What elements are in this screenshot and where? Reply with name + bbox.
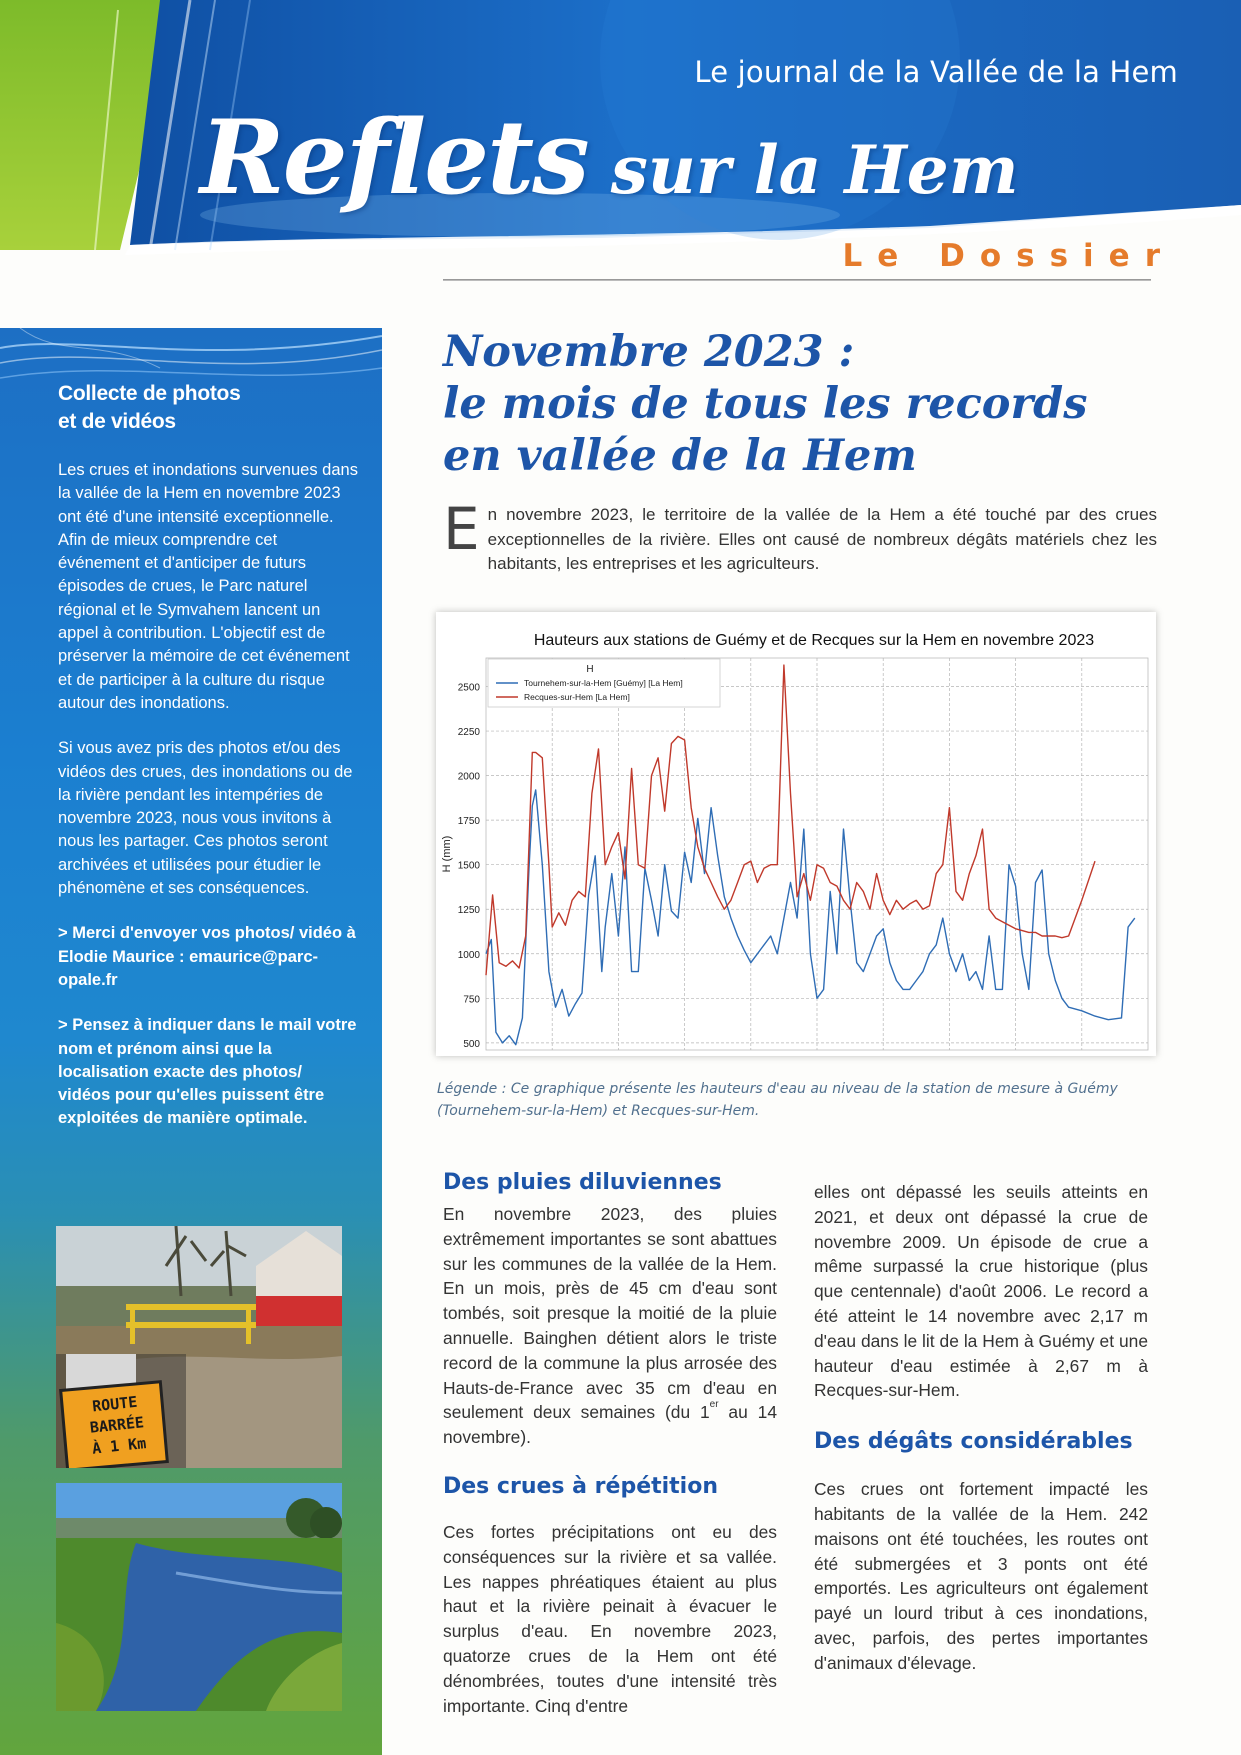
sidebar-title-line2: et de vidéos bbox=[58, 410, 176, 433]
river-landscape-image bbox=[56, 1483, 342, 1711]
section2-paragraph-continued: elles ont dépassé les seuils atteints en 2021, et deux ont dépassé la crue de novembre 2009. Un épisode de crue a même surpassé la crue historique (plus que centennale) d'août 2006. Le record a été atteint le 14 novembre avec 2,17 m d'eau dans le lit de la Hem à Guémy et une hauteur d'eau estimée à 2,67 m à Recques-sur-Hem. bbox=[814, 1182, 1148, 1401]
water-level-chart bbox=[436, 612, 1156, 1056]
header-banner bbox=[0, 0, 1241, 300]
sidebar-title bbox=[58, 380, 358, 436]
chart-y-tick-label: 500 bbox=[463, 1038, 480, 1050]
section1-text-b: au 14 novembre). bbox=[443, 1402, 777, 1448]
sign-line-3: À 1 Km bbox=[91, 1434, 148, 1458]
intro-dropcap: E bbox=[443, 495, 480, 563]
chart-y-tick-label: 1250 bbox=[457, 905, 480, 917]
section2-paragraph: Ces fortes précipitations ont eu des conséquences sur la rivière et sa vallée. Les nappes phréatiques étaient au plus haut et la rivière peinait à évacuer le surplus d'eau. En novembre 2023, quatorze crues de la Hem ont été dénombrées, toutes d'une intensité très importante. Cinq d'entre bbox=[443, 1521, 777, 1716]
chart-legend bbox=[488, 659, 720, 707]
flood-photo bbox=[56, 1226, 342, 1468]
chart-y-tick-label: 1750 bbox=[457, 816, 480, 828]
masthead-sur-la-hem: sur la Hem bbox=[587, 131, 1019, 209]
section-tag: Le Dossier bbox=[842, 238, 1175, 274]
article-title bbox=[443, 326, 1163, 482]
sign-line-2: BARRÉE bbox=[89, 1413, 145, 1437]
section3-paragraph: Ces crues ont fortement impacté les habitants de la vallée de la Hem. 242 maisons ont été touchées, les routes ont été submergées et 3 ponts ont été emportés. Les agriculteurs ont également payé un lourd tribut à ces inondations, avec, parfois, des pertes importantes d'animaux d'élevage. bbox=[814, 1479, 1148, 1673]
section1-paragraph bbox=[443, 1202, 777, 1450]
sidebar-paragraph-1: Les crues et inondations survenues dans la vallée de la Hem en novembre 2023 ont été d'une intensité exceptionnelle. Afin de mieux comprendre cet événement et d'anticiper de futurs épisodes de crues, le Parc naturel régional et le Symvahem lancent un appel à contribution. L'objectif est de préserver la mémoire de cet événement et de participer à la culture du risque autour des inondations. bbox=[58, 461, 358, 712]
intro-text: n novembre 2023, le territoire de la vallée de la Hem a été touché par des crues exceptionnelles de la rivière. Elles ont causé de nombreux dégâts matériels chez les habitants, les entreprises et les agriculteurs. bbox=[487, 505, 1157, 573]
article-title-line3: en vallée de la Hem bbox=[443, 431, 917, 481]
article-title-line2: le mois de tous les records bbox=[443, 379, 1088, 429]
river-photo bbox=[56, 1483, 342, 1711]
sidebar-title-line1: Collecte de photos bbox=[58, 382, 241, 405]
article-intro bbox=[443, 495, 1157, 577]
masthead-title bbox=[200, 98, 1019, 218]
chart-title: Hauteurs aux stations de Guémy et de Recques sur la Hem en novembre 2023 bbox=[533, 632, 1095, 649]
chart-series bbox=[486, 665, 1135, 1045]
sidebar-callout-instructions: > Pensez à indiquer dans le mail votre nom et prénom ainsi que la localisation exacte des photos/ vidéos pour qu'elles puissent être exploitées de manière optimale. bbox=[58, 1016, 357, 1128]
legend-label-recques: Recques-sur-Hem [La Hem] bbox=[524, 692, 630, 702]
chart-caption: Légende : Ce graphique présente les hauteurs d'eau au niveau de la station de mesure à Guémy (Tournehem-sur-la-Hem) et Recques-sur-Hem. bbox=[437, 1081, 1118, 1119]
road-closed-sign bbox=[69, 1389, 165, 1461]
chart-grid bbox=[486, 658, 1148, 1050]
header-divider bbox=[443, 279, 1151, 281]
series-line-guemy bbox=[486, 790, 1135, 1045]
heading-crues-repetition: Des crues à répétition bbox=[443, 1473, 718, 1499]
chart-svg bbox=[436, 612, 1156, 1056]
chart-y-tick-label: 2500 bbox=[457, 682, 480, 694]
sidebar-callout-email: > Merci d'envoyer vos photos/ vidéo à Elodie Maurice : emaurice@parc-opale.fr bbox=[58, 924, 356, 989]
chart-y-tick-label: 750 bbox=[463, 994, 480, 1006]
legend-title: H bbox=[586, 664, 594, 675]
chart-y-ticks bbox=[458, 683, 481, 1050]
masthead-reflets: Reflets bbox=[200, 98, 588, 218]
heading-pluies-diluviennes: Des pluies diluviennes bbox=[443, 1170, 722, 1195]
article-title-line1: Novembre 2023 : bbox=[443, 327, 855, 377]
chart-y-axis-label: H (mm) bbox=[441, 835, 453, 873]
journal-subtitle: Le journal de la Vallée de la Hem bbox=[694, 55, 1178, 89]
chart-y-tick-label: 2000 bbox=[457, 771, 480, 783]
sidebar-panel bbox=[0, 328, 382, 1755]
chart-y-tick-label: 1500 bbox=[457, 860, 480, 872]
article-column-right bbox=[814, 1180, 1148, 1676]
section1-text-a: En novembre 2023, des pluies extrêmement importantes se sont abattues sur les communes de la vallée de la Hem. En un mois, près de 45 cm d'eau sont tombés, soit presque la moitié de la pluie annuelle. Bainghen détient alors le triste record de la commune la plus arrosée des Hauts-de-France avec 35 cm d'eau en seulement deux semaines (du 1 bbox=[443, 1204, 777, 1423]
chart-y-tick-label: 1000 bbox=[457, 949, 480, 961]
sign-line-1: ROUTE bbox=[91, 1392, 139, 1416]
sidebar-paragraph-2: Si vous avez pris des photos et/ou des vidéos des crues, des inondations ou de la rivière pendant les intempéries de novembre 2023, nous vous invitons à nous les partager. Ces photos seront archivées et utilisées pour étudier le phénomène et ses conséquences. bbox=[58, 739, 353, 898]
section1-superscript: er bbox=[709, 1399, 719, 1411]
article-column-left bbox=[443, 1168, 777, 1718]
chart-y-tick-label: 2250 bbox=[457, 727, 480, 739]
heading-degats-considerables: Des dégâts considérables bbox=[814, 1429, 1133, 1455]
legend-label-guemy: Tournehem-sur-la-Hem [Guémy] [La Hem] bbox=[524, 678, 683, 688]
sidebar-body bbox=[58, 459, 358, 1153]
